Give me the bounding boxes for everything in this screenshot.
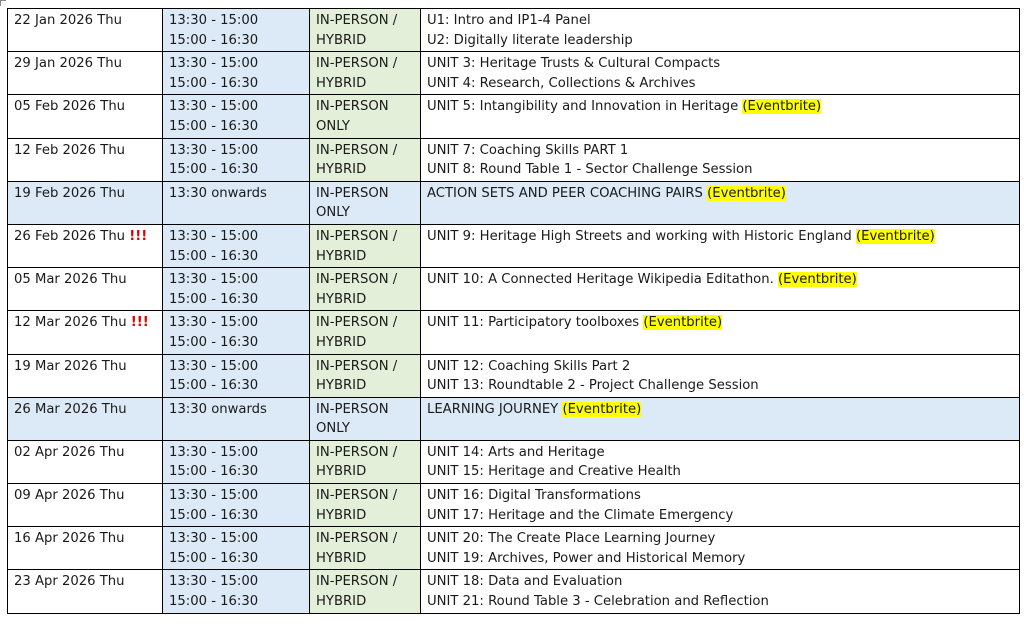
table-row (8, 181, 1020, 224)
mode-line-2: ONLY (316, 421, 350, 437)
time-slot-2: 15:00 - 16:30 (169, 75, 259, 91)
table-row (8, 95, 1020, 138)
alert-marker: !!! (130, 315, 149, 331)
time-slot-2: 15:00 - 16:30 (169, 291, 259, 307)
table-row (8, 224, 1020, 267)
topic-cell (421, 527, 1020, 570)
time-cell (163, 527, 310, 570)
topic-line-1 (427, 184, 1019, 204)
table-row (8, 354, 1020, 397)
mode-line-2: HYBRID (316, 464, 367, 480)
topic-1-text: UNIT 18: Data and Evaluation (427, 574, 623, 590)
topic-1-text: UNIT 10: A Connected Heritage Wikipedia Editathon. (427, 272, 778, 288)
date-cell (8, 311, 163, 354)
date-text: 12 Feb 2026 Thu (14, 142, 126, 158)
mode-cell (310, 95, 421, 138)
topic-line-1 (427, 357, 1019, 377)
topic-1-text: UNIT 14: Arts and Heritage (427, 444, 605, 460)
topic-1-text: LEARNING JOURNEY (427, 401, 563, 417)
topic-line-1 (427, 486, 1019, 506)
date-text: 05 Mar 2026 Thu (14, 272, 127, 288)
mode-line-1: IN-PERSON / (316, 574, 398, 590)
mode-line-1: IN-PERSON (316, 401, 389, 417)
mode-line-2: HYBRID (316, 550, 367, 566)
table-row (8, 527, 1020, 570)
date-text: 12 Mar 2026 Thu (14, 315, 131, 331)
mode-line-2: HYBRID (316, 75, 367, 91)
mode-line-1: IN-PERSON / (316, 444, 398, 460)
mode-cell (310, 527, 421, 570)
topic-line-2: UNIT 13: Roundtable 2 - Project Challenge Session (427, 378, 759, 394)
time-slot-2: 15:00 - 16:30 (169, 118, 259, 134)
date-text: 26 Feb 2026 Thu (14, 228, 130, 244)
time-slot-2: 15:00 - 16:30 (169, 378, 259, 394)
mode-line-2: HYBRID (316, 378, 367, 394)
date-cell (8, 440, 163, 483)
topic-cell (421, 484, 1020, 527)
topic-line-2: UNIT 4: Research, Collections & Archives (427, 75, 696, 91)
topic-cell (421, 138, 1020, 181)
time-slot-2: 15:00 - 16:30 (169, 464, 259, 480)
time-slot-1: 13:30 - 15:00 (169, 272, 259, 288)
mode-line-2: HYBRID (316, 507, 367, 523)
table-row (8, 138, 1020, 181)
mode-line-1: IN-PERSON / (316, 142, 398, 158)
date-cell (8, 181, 163, 224)
time-slot-1: 13:30 - 15:00 (169, 531, 259, 547)
date-cell (8, 354, 163, 397)
time-cell (163, 9, 310, 52)
topic-1-text: UNIT 12: Coaching Skills Part 2 (427, 358, 631, 374)
schedule-body (8, 9, 1020, 614)
time-slot-1: 13:30 - 15:00 (169, 228, 259, 244)
time-cell (163, 181, 310, 224)
date-text: 23 Apr 2026 Thu (14, 574, 125, 590)
eventbrite-link[interactable]: (Eventbrite) (643, 315, 723, 331)
mode-cell (310, 52, 421, 95)
eventbrite-link[interactable]: (Eventbrite) (855, 228, 935, 244)
table-row (8, 311, 1020, 354)
mode-cell (310, 224, 421, 267)
mode-cell (310, 397, 421, 440)
mode-cell (310, 9, 421, 52)
date-cell (8, 570, 163, 613)
date-text: 26 Mar 2026 Thu (14, 401, 127, 417)
topic-line-2: UNIT 17: Heritage and the Climate Emergency (427, 507, 734, 523)
time-slot-2: 15:00 - 16:30 (169, 248, 259, 264)
time-cell (163, 138, 310, 181)
time-slot-1: 13:30 - 15:00 (169, 56, 259, 72)
topic-1-text: UNIT 11: Participatory toolboxes (427, 315, 644, 331)
topic-line-1 (427, 141, 1019, 161)
date-cell (8, 95, 163, 138)
date-cell (8, 52, 163, 95)
mode-line-1: IN-PERSON / (316, 358, 398, 374)
table-row (8, 484, 1020, 527)
topic-cell (421, 268, 1020, 311)
time-cell (163, 397, 310, 440)
table-row (8, 9, 1020, 52)
time-cell (163, 311, 310, 354)
mode-line-2: HYBRID (316, 334, 367, 350)
time-cell (163, 52, 310, 95)
topic-cell (421, 311, 1020, 354)
date-text: 05 Feb 2026 Thu (14, 99, 126, 115)
mode-cell (310, 268, 421, 311)
table-row (8, 440, 1020, 483)
date-text: 29 Jan 2026 Thu (14, 56, 123, 72)
date-cell (8, 268, 163, 311)
topic-line-1 (427, 97, 1019, 117)
topic-line-2: UNIT 19: Archives, Power and Historical Memory (427, 550, 746, 566)
mode-line-1: IN-PERSON / (316, 228, 398, 244)
topic-line-2: U2: Digitally literate leadership (427, 32, 633, 48)
topic-cell (421, 9, 1020, 52)
topic-cell (421, 181, 1020, 224)
mode-cell (310, 484, 421, 527)
time-cell (163, 354, 310, 397)
mode-line-1: IN-PERSON / (316, 488, 398, 504)
topic-1-text: UNIT 9: Heritage High Streets and working with Historic England (427, 228, 856, 244)
mode-cell (310, 181, 421, 224)
time-slot-1: 13:30 - 15:00 (169, 444, 259, 460)
date-cell (8, 9, 163, 52)
time-slot-2: 15:00 - 16:30 (169, 594, 259, 610)
time-slot-1: 13:30 - 15:00 (169, 99, 259, 115)
topic-1-text: U1: Intro and IP1-4 Panel (427, 13, 591, 28)
topic-1-text: ACTION SETS AND PEER COACHING PAIRS (427, 185, 708, 201)
date-cell (8, 484, 163, 527)
mode-line-1: IN-PERSON (316, 185, 389, 201)
time-slot-2: 15:00 - 16:30 (169, 162, 259, 178)
topic-line-1 (427, 227, 1019, 247)
mode-line-1: IN-PERSON (316, 99, 389, 115)
time-cell (163, 484, 310, 527)
date-cell (8, 224, 163, 267)
time-slot-2: 15:00 - 16:30 (169, 32, 259, 48)
time-cell (163, 224, 310, 267)
mode-line-2: ONLY (316, 118, 350, 134)
time-slot-2: 15:00 - 16:30 (169, 334, 259, 350)
time-cell (163, 440, 310, 483)
date-text: 19 Feb 2026 Thu (14, 185, 126, 201)
topic-1-text: UNIT 5: Intangibility and Innovation in Heritage (427, 99, 743, 115)
date-text: 16 Apr 2026 Thu (14, 531, 125, 547)
mode-line-1: IN-PERSON / (316, 531, 398, 547)
mode-cell (310, 354, 421, 397)
mode-cell (310, 570, 421, 613)
mode-line-1: IN-PERSON / (316, 272, 398, 288)
eventbrite-link[interactable]: (Eventbrite) (742, 99, 822, 115)
topic-line-1 (427, 270, 1019, 290)
time-slot-1: 13:30 onwards (169, 185, 267, 201)
schedule-table (7, 8, 1020, 614)
document-corner-mark (0, 0, 6, 6)
time-cell (163, 268, 310, 311)
topic-1-text: UNIT 3: Heritage Trusts & Cultural Compacts (427, 56, 721, 72)
topic-line-1 (427, 400, 1019, 420)
mode-line-2: HYBRID (316, 291, 367, 307)
date-cell (8, 397, 163, 440)
time-slot-2: 15:00 - 16:30 (169, 507, 259, 523)
topic-cell (421, 397, 1020, 440)
eventbrite-link[interactable]: (Eventbrite) (778, 272, 857, 288)
topic-cell (421, 95, 1020, 138)
table-row (8, 397, 1020, 440)
date-cell (8, 527, 163, 570)
topic-cell (421, 354, 1020, 397)
eventbrite-link[interactable]: (Eventbrite) (707, 185, 786, 201)
date-text: 22 Jan 2026 Thu (14, 13, 123, 28)
time-cell (163, 95, 310, 138)
mode-cell (310, 311, 421, 354)
mode-line-2: HYBRID (316, 594, 367, 610)
time-cell (163, 570, 310, 613)
time-slot-1: 13:30 - 15:00 (169, 358, 259, 374)
topic-line-2: UNIT 15: Heritage and Creative Health (427, 464, 681, 480)
date-text: 19 Mar 2026 Thu (14, 358, 127, 374)
date-text: 02 Apr 2026 Thu (14, 444, 125, 460)
time-slot-1: 13:30 - 15:00 (169, 13, 259, 28)
eventbrite-link[interactable]: (Eventbrite) (562, 401, 642, 417)
mode-cell (310, 440, 421, 483)
topic-cell (421, 224, 1020, 267)
time-slot-1: 13:30 - 15:00 (169, 142, 259, 158)
topic-line-1 (427, 11, 1019, 31)
topic-line-1 (427, 313, 1019, 333)
time-slot-1: 13:30 onwards (169, 401, 267, 417)
date-cell (8, 138, 163, 181)
topic-cell (421, 570, 1020, 613)
mode-line-1: IN-PERSON / (316, 13, 398, 28)
topic-line-1 (427, 443, 1019, 463)
topic-line-1 (427, 54, 1019, 74)
topic-cell (421, 52, 1020, 95)
topic-line-1 (427, 572, 1019, 592)
topic-line-2: UNIT 8: Round Table 1 - Sector Challenge Session (427, 162, 753, 178)
time-slot-2: 15:00 - 16:30 (169, 550, 259, 566)
time-slot-1: 13:30 - 15:00 (169, 315, 259, 331)
time-slot-1: 13:30 - 15:00 (169, 574, 259, 590)
table-row (8, 268, 1020, 311)
mode-line-2: HYBRID (316, 32, 367, 48)
mode-line-2: ONLY (316, 205, 350, 221)
mode-cell (310, 138, 421, 181)
topic-1-text: UNIT 7: Coaching Skills PART 1 (427, 142, 629, 158)
mode-line-2: HYBRID (316, 162, 367, 178)
mode-line-1: IN-PERSON / (316, 56, 398, 72)
topic-1-text: UNIT 16: Digital Transformations (427, 488, 641, 504)
mode-line-2: HYBRID (316, 248, 367, 264)
table-row (8, 570, 1020, 613)
table-row (8, 52, 1020, 95)
topic-cell (421, 440, 1020, 483)
mode-line-1: IN-PERSON / (316, 315, 398, 331)
date-text: 09 Apr 2026 Thu (14, 488, 125, 504)
topic-line-1 (427, 529, 1019, 549)
alert-marker: !!! (129, 228, 148, 244)
topic-line-2: UNIT 21: Round Table 3 - Celebration and Reflection (427, 594, 769, 610)
time-slot-1: 13:30 - 15:00 (169, 488, 259, 504)
topic-1-text: UNIT 20: The Create Place Learning Journey (427, 531, 716, 547)
